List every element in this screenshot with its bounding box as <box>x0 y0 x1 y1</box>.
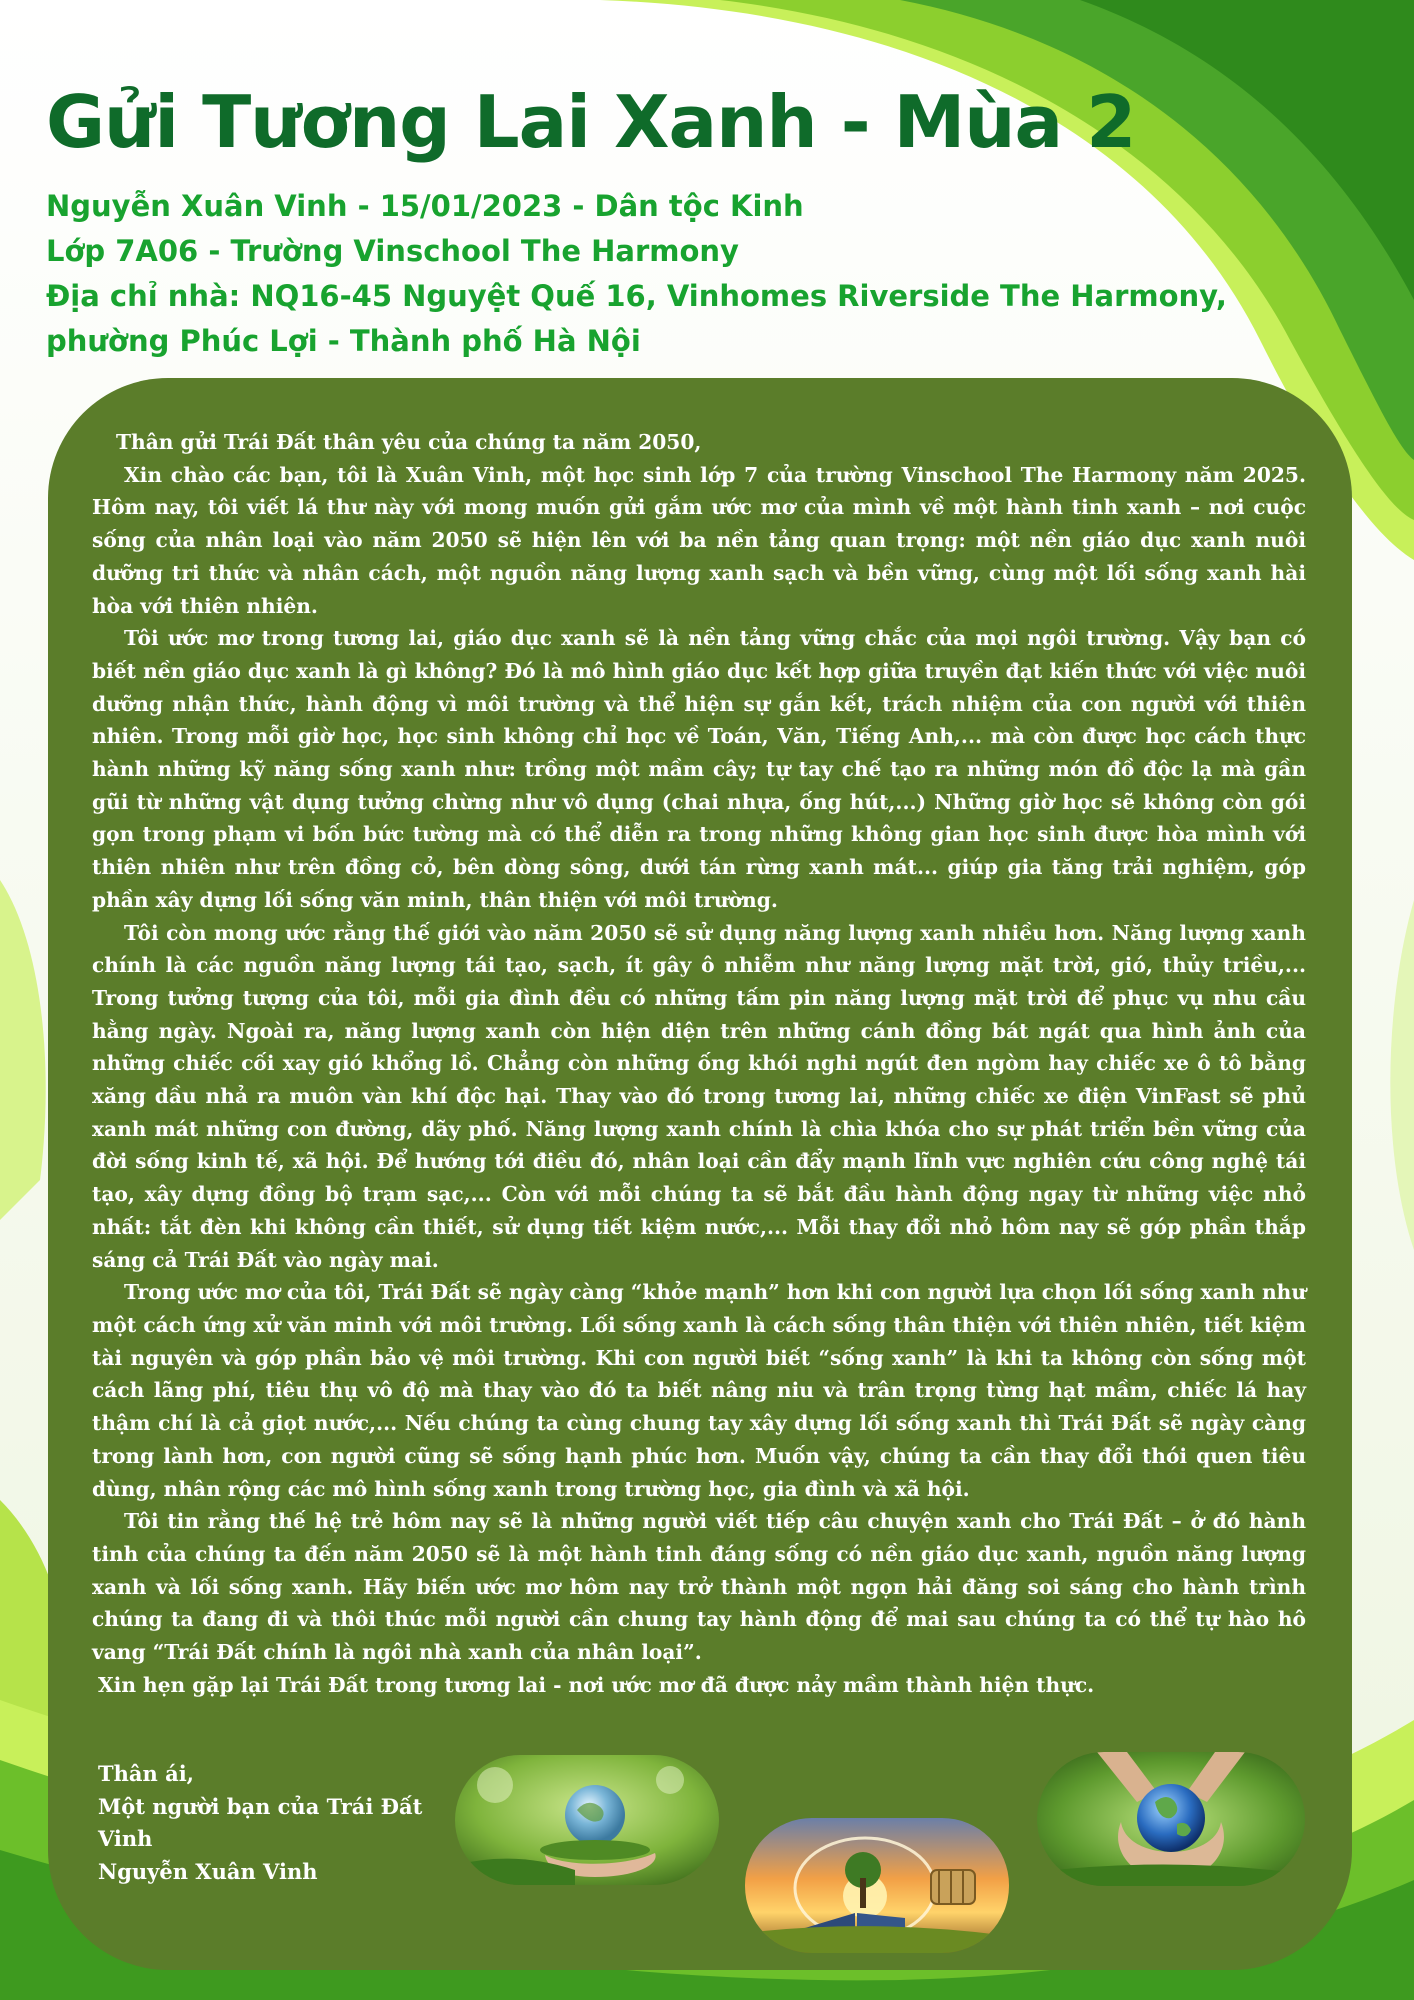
earth-in-hands-photo <box>455 1755 719 1885</box>
letter-paragraph: Xin chào các bạn, tôi là Xuân Vinh, một học sinh lớp 7 của trường Vinschool The Harmony năm 2025. Hôm nay, tôi viết lá thư này với mong muốn gửi gắm ước mơ của mình về một hành tinh xanh – nơi cuộc sống của nhân loại vào năm 2050 sẽ hiện lên với ba nền tảng quan trọng: một nền giáo dục xanh nuôi dưỡng tri thức và nhân cách, một nguồn năng lượng xanh sạch và bền vững, cùng một lối sống xanh hài hòa với thiên nhiên. <box>92 462 1306 618</box>
student-info <box>46 184 1226 364</box>
letter-paragraph: Tôi còn mong ước rằng thế giới vào năm 2050 sẽ sử dụng năng lượng xanh nhiều hơn. Năng lượng xanh chính là các nguồn năng lượng tái tạo, sạch, ít gây ô nhiễm như năng lượng mặt trời, gió, thủy triều,... Trong tưởng tượng của tôi, mỗi gia đình đều có những tấm pin năng lượng mặt trời để phục vụ nhu cầu hằng ngày. Ngoài ra, năng lượng xanh còn hiện diện trên những cánh đồng bát ngát qua hình ảnh của những chiếc cối xay gió khổng lồ. Chẳng còn những ống khói nghi ngút đen ngòm hay chiếc xe ô tô bằng xăng dầu nhả ra muôn vàn khí độc hại. Thay vào đó trong tương lai, những chiếc xe điện VinFast sẽ phủ xanh mát những con đường, dãy phố. Năng lượng xanh chính là chìa khóa cho sự phát triển bền vững của đời sống kinh tế, xã hội. Để hướng tới điều đó, nhân loại cần đẩy mạnh lĩnh vực nghiên cứu công nghệ tái tạo, xây dựng đồng bộ trạm sạc,... Còn với mỗi chúng ta sẽ bắt đầu hành động ngay từ những việc nhỏ nhất: tắt đèn khi không cần thiết, sử dụng tiết kiệm nước,... Mỗi thay đổi nhỏ hôm nay sẽ góp phần thắp sáng cả Trái Đất vào ngày mai. <box>92 920 1306 1272</box>
student-name-line: Nguyễn Xuân Vinh - 15/01/2023 - Dân tộc Kinh <box>46 189 804 223</box>
letter-closing: Xin hẹn gặp lại Trái Đất trong tương lai - nơi ước mơ đã được nảy mầm thành hiện thực. <box>98 1672 1095 1697</box>
letter-signature <box>98 1758 422 1888</box>
signature-line: Vinh <box>98 1826 153 1851</box>
student-address-line: Địa chỉ nhà: NQ16-45 Nguyệt Quế 16, Vinhomes Riverside The Harmony, <box>46 279 1227 313</box>
signature-line: Thân ái, <box>98 1761 194 1786</box>
letter-body <box>92 426 1306 1701</box>
signature-line: Nguyễn Xuân Vinh <box>98 1858 318 1884</box>
letter-paragraph: Tôi ước mơ trong tương lai, giáo dục xanh sẽ là nền tảng vững chắc của mọi ngôi trường. Vậy bạn có biết nền giáo dục xanh là gì không? Đó là mô hình giáo dục kết hợp giữa truyền đạt kiến thức với việc nuôi dưỡng nhận thức, hành động vì môi trường và thể hiện sự gắn kết, trách nhiệm của con người với thiên nhiên. Trong mỗi giờ học, học sinh không chỉ học về Toán, Văn, Tiếng Anh,... mà còn được học cách thực hành những kỹ năng sống xanh như: trồng một mầm cây; tự tay chế tạo ra những món đồ độc lạ mà gần gũi từ những vật dụng tưởng chừng như vô dụng (chai nhựa, ống hút,...) Những giờ học sẽ không còn gói gọn trong phạm vi bốn bức tường mà có thể diễn ra trong những không gian học sinh được hòa mình với thiên nhiên như trên đồng cỏ, bên dòng sông, dưới tán rừng xanh mát... giúp gia tăng trải nghiệm, góp phần xây dựng lối sống văn minh, thân thiện với môi trường. <box>92 626 1306 912</box>
letter-paragraph: Tôi tin rằng thế hệ trẻ hôm nay sẽ là những người viết tiếp câu chuyện xanh cho Trái Đất – ở đó hành tinh của chúng ta đến năm 2050 sẽ là một hành tinh đáng sống có nền giáo dục xanh, nguồn năng lượng xanh và lối sống xanh. Hãy biến ước mơ hôm nay trở thành một ngọn hải đăng soi sáng cho hành trình chúng ta đang đi và thôi thúc mỗi người cần chung tay hành động để mai sau chúng ta có thể tự hào hô vang “Trái Đất chính là ngôi nhà xanh của nhân loại”. <box>92 1509 1306 1665</box>
lightbulb-tree-solar-photo <box>745 1818 1009 1953</box>
page-title: Gửi Tương Lai Xanh - Mùa 2 <box>46 80 1136 164</box>
letter-paragraph: Trong ước mơ của tôi, Trái Đất sẽ ngày càng “khỏe mạnh” hơn khi con người lựa chọn lối sống xanh như một cách ứng xử văn minh với môi trường. Lối sống xanh là cách sống thân thiện với thiên nhiên, tiết kiệm tài nguyên và góp phần bảo vệ môi trường. Khi con người biết “sống xanh” là khi ta không còn sống một cách lãng phí, tiêu thụ vô độ mà thay vào đó ta biết nâng niu và trân trọng từng hạt mầm, chiếc lá hay thậm chí là cả giọt nước,... Nếu chúng ta cùng chung tay xây dựng lối sống xanh thì Trái Đất sẽ ngày càng trong lành hơn, con người cũng sẽ sống hạnh phúc hơn. Muốn vậy, chúng ta cần thay đổi thói quen tiêu dùng, nhân rộng các mô hình sống xanh trong trường học, gia đình và xã hội. <box>92 1280 1306 1501</box>
student-address-line-2: phường Phúc Lợi - Thành phố Hà Nội <box>46 324 641 358</box>
globe-cupped-hands-photo <box>1037 1752 1305 1886</box>
signature-line: Một người bạn của Trái Đất <box>98 1793 423 1819</box>
letter-panel <box>48 378 1352 1970</box>
header <box>46 78 1226 364</box>
student-class-line: Lớp 7A06 - Trường Vinschool The Harmony <box>46 234 739 268</box>
letter-greeting: Thân gửi Trái Đất thân yêu của chúng ta năm 2050, <box>116 430 702 454</box>
